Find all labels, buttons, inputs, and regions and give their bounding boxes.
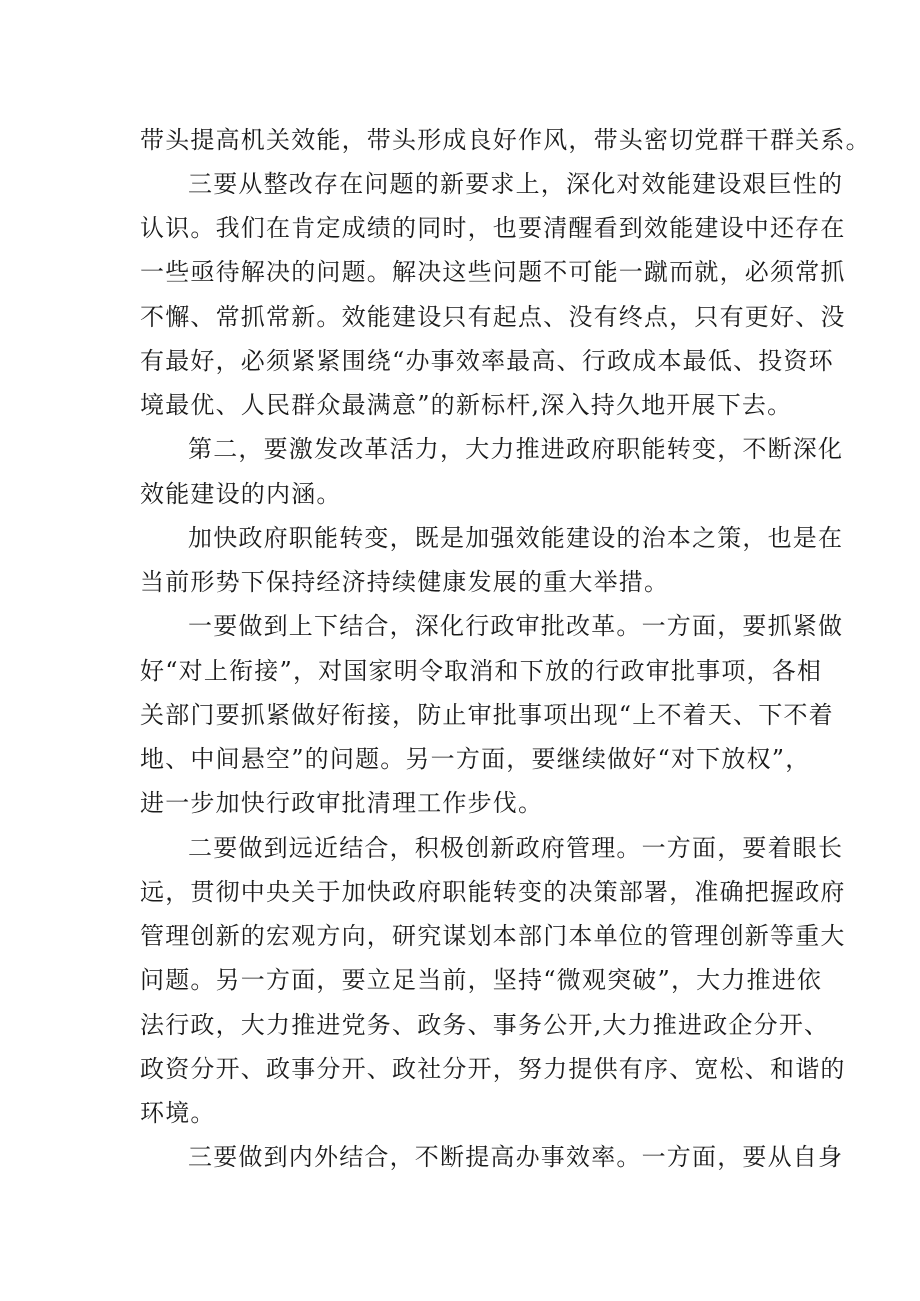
text-line: 法行政，大力推进党务、政务、事务公开,大力推进政企分开、 [140,1011,830,1039]
text-line: 第二，要激发改革活力，大力推进政府职能转变，不断深化 [188,435,844,463]
text-line: 认识。我们在肯定成绩的同时，也要清醒看到效能建设中还存在 [140,214,846,242]
text-line: 当前形势下保持经济持续健康发展的重大举措。 [140,568,670,596]
text-line: 效能建设的内涵。 [140,480,342,508]
text-line: 环境。 [140,1099,216,1127]
text-line: 关部门要抓紧做好衔接，防止审批事项出现“上不着天、下不着 [140,701,834,729]
text-line: 二要做到远近结合，积极创新政府管理。一方面，要着眼长 [188,834,844,862]
text-line: 管理创新的宏观方向，研究谋划本部门本单位的管理创新等重大 [140,922,846,950]
text-line: 三要从整改存在问题的新要求上，深化对效能建设艰巨性的 [188,170,844,198]
text-line: 加快政府职能转变，既是加强效能建设的治本之策，也是在 [188,524,844,552]
text-line: 问题。另一方面，要立足当前，坚持“微观突破”，大力推进依 [140,966,823,994]
text-line: 远，贯彻中央关于加快政府职能转变的决策部署，准确把握政府 [140,878,846,906]
text-line: 带头提高机关效能，带头形成良好作风，带头密切党群干群关系。 [140,126,871,154]
text-line: 不懈、常抓常新。效能建设只有起点、没有终点，只有更好、没 [140,303,846,331]
text-line: 好“对上衔接”，对国家明令取消和下放的行政审批事项，各相 [140,657,823,685]
text-line: 一要做到上下结合，深化行政审批改革。一方面，要抓紧做 [188,612,844,640]
text-line: 一些亟待解决的问题。解决这些问题不可能一蹴而就，必须常抓 [140,258,846,286]
text-line: 进一步加快行政审批清理工作步伐。 [140,789,544,817]
text-line: 境最优、人民群众最满意”的新标杆,深入持久地开展下去。 [140,391,793,419]
text-line: 地、中间悬空”的问题。另一方面，要继续做好“对下放权”， [140,745,811,773]
text-line: 三要做到内外结合，不断提高办事效率。一方面，要从自身 [188,1143,844,1171]
text-line: 政资分开、政事分开、政社分开，努力提供有序、宽松、和谐的 [140,1055,846,1083]
text-line: 有最好，必须紧紧围绕“办事效率最高、行政成本最低、投资环 [140,347,834,375]
